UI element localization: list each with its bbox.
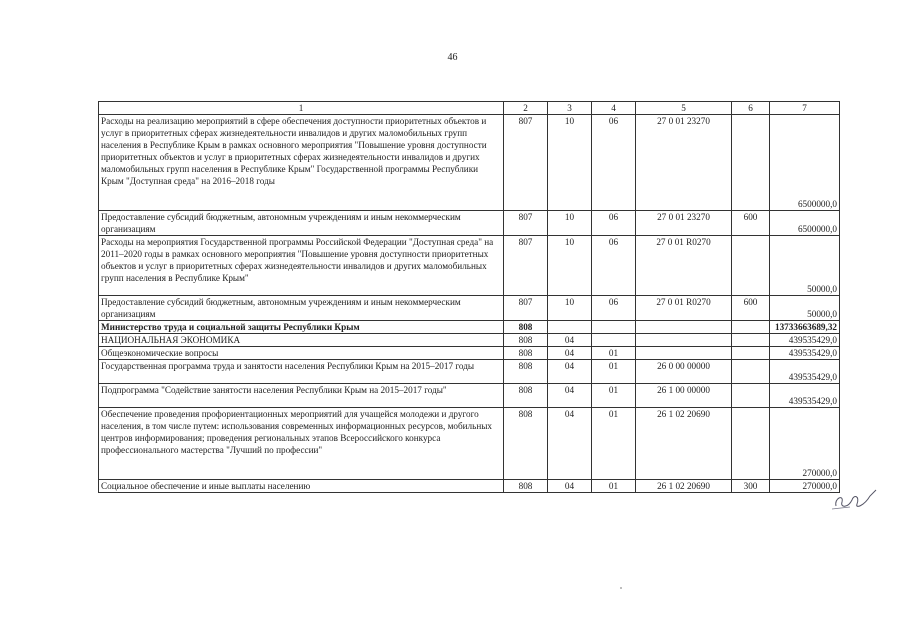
expense-type-code: 600 [732,211,770,236]
column-header: 7 [770,102,840,115]
subsection-code: 01 [592,360,636,384]
column-header: 1 [99,102,504,115]
section-code [548,321,592,334]
subsection-code: 01 [592,408,636,480]
agency-code: 808 [504,321,548,334]
budget-line-name: Министерство труда и социальной защиты Республики Крым [99,321,504,334]
expense-type-code: 300 [732,480,770,493]
section-code: 04 [548,480,592,493]
amount: 50000,0 [770,236,840,296]
target-article-code: 26 1 00 00000 [636,384,732,408]
section-code: 10 [548,211,592,236]
amount: 13733663689,32 [770,321,840,334]
agency-code: 807 [504,236,548,296]
expense-type-code: 600 [732,296,770,321]
amount: 439535429,0 [770,384,840,408]
page-number: 46 [447,52,458,63]
table-row [99,360,840,384]
section-code: 10 [548,115,592,211]
subsection-code: 01 [592,480,636,493]
subsection-code: 01 [592,384,636,408]
column-header: 5 [636,102,732,115]
target-article-code: 27 0 01 23270 [636,211,732,236]
amount: 50000,0 [770,296,840,321]
table-row [99,408,840,480]
budget-line-name: Обеспечение проведения профориентационных мероприятий для учащейся молодежи и другого населения, в том числе путем: использования современных информационных ресурсов, мобильных центров информирования; проведения региональных этапов Всероссийского конкурса профессионального мастерства "Лучший по профессии" [99,408,504,480]
section-code: 04 [548,408,592,480]
agency-code: 808 [504,384,548,408]
table-header-row [99,102,840,115]
subsection-code: 06 [592,211,636,236]
budget-line-name: Предоставление субсидий бюджетным, автономным учреждениям и иным некоммерческим организациям [99,211,504,236]
amount: 6500000,0 [770,115,840,211]
agency-code: 808 [504,360,548,384]
target-article-code: 26 1 02 20690 [636,408,732,480]
target-article-code [636,321,732,334]
column-header: 3 [548,102,592,115]
budget-table [98,101,840,493]
budget-line-name: Подпрограмма "Содействие занятости населения Республики Крым на 2015–2017 годы" [99,384,504,408]
section-code: 04 [548,360,592,384]
budget-line-name: Предоставление субсидий бюджетным, автономным учреждениям и иным некоммерческим организациям [99,296,504,321]
subsection-code: 06 [592,296,636,321]
agency-code: 808 [504,347,548,360]
amount: 270000,0 [770,480,840,493]
subsection-code [592,334,636,347]
table-row [99,384,840,408]
agency-code: 808 [504,408,548,480]
expense-type-code [732,360,770,384]
table-row [99,347,840,360]
table-row [99,236,840,296]
table-row [99,296,840,321]
subsection-code: 06 [592,236,636,296]
section-code: 04 [548,334,592,347]
section-code: 04 [548,347,592,360]
expense-type-code [732,115,770,211]
handwritten-signature-icon [830,484,880,512]
amount: 439535429,0 [770,360,840,384]
agency-code: 808 [504,334,548,347]
table-row [99,321,840,334]
column-header: 4 [592,102,636,115]
table-row [99,211,840,236]
section-code: 10 [548,236,592,296]
subsection-code: 06 [592,115,636,211]
budget-line-name: Общеэкономические вопросы [99,347,504,360]
agency-code: 807 [504,211,548,236]
budget-line-name: НАЦИОНАЛЬНАЯ ЭКОНОМИКА [99,334,504,347]
agency-code: 808 [504,480,548,493]
expense-type-code [732,236,770,296]
table-row [99,115,840,211]
section-code: 04 [548,384,592,408]
table-row [99,334,840,347]
agency-code: 807 [504,115,548,211]
column-header: 6 [732,102,770,115]
budget-line-name: Государственная программа труда и занятости населения Республики Крым на 2015–2017 годы [99,360,504,384]
table-row [99,480,840,493]
budget-line-name: Социальное обеспечение и иные выплаты населению [99,480,504,493]
column-header: 2 [504,102,548,115]
target-article-code [636,347,732,360]
scan-speck [620,587,622,589]
expense-type-code [732,384,770,408]
target-article-code: 27 0 01 R0270 [636,236,732,296]
target-article-code [636,334,732,347]
target-article-code: 27 0 01 R0270 [636,296,732,321]
agency-code: 807 [504,296,548,321]
budget-line-name: Расходы на мероприятия Государственной программы Российской Федерации "Доступная среда" на 2011–2020 годы в рамках основного мероприятия "Повышение уровня доступности приоритетных объектов и услуг в приоритетных сферах жизнедеятельности инвалидов и других маломобильных групп населения в Республике Крым" [99,236,504,296]
expense-type-code [732,334,770,347]
subsection-code [592,321,636,334]
subsection-code: 01 [592,347,636,360]
section-code: 10 [548,296,592,321]
budget-line-name: Расходы на реализацию мероприятий в сфере обеспечения доступности приоритетных объектов и услуг в приоритетных сферах жизнедеятельности инвалидов и других маломобильных групп населения в Республике Крым в рамках основного мероприятия "Повышение уровня доступности приоритетных объектов и услуг в приоритетных сферах жизнедеятельности инвалидов и других маломобильных групп населения в Республике Крым" Государственной программы Республики Крым "Доступная среда" на 2016–2018 годы [99,115,504,211]
amount: 6500000,0 [770,211,840,236]
expense-type-code [732,321,770,334]
target-article-code: 26 1 02 20690 [636,480,732,493]
amount: 439535429,0 [770,334,840,347]
expense-type-code [732,347,770,360]
amount: 270000,0 [770,408,840,480]
expense-type-code [732,408,770,480]
amount: 439535429,0 [770,347,840,360]
target-article-code: 26 0 00 00000 [636,360,732,384]
target-article-code: 27 0 01 23270 [636,115,732,211]
